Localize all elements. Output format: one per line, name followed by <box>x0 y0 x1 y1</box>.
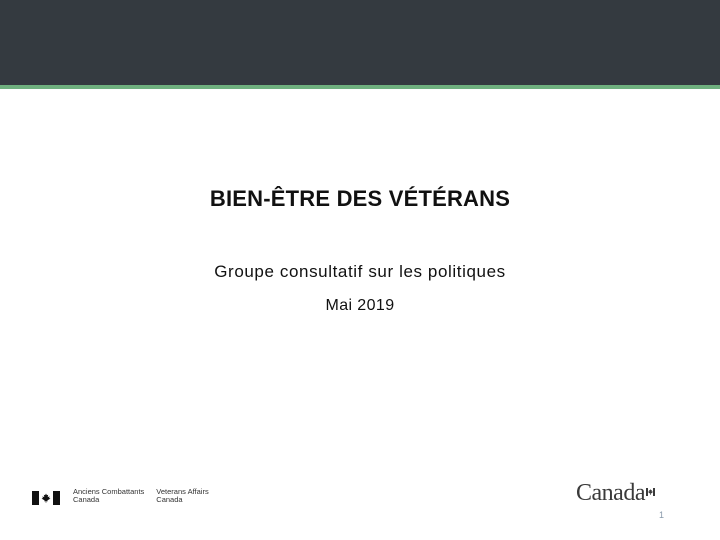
slide-title: BIEN-ÊTRE DES VÉTÉRANS <box>209 186 511 211</box>
canada-wordmark: Canada <box>576 478 654 508</box>
government-signature <box>32 488 209 508</box>
header-bar <box>0 0 720 85</box>
header-accent-stripe <box>0 85 720 89</box>
slide-subtitle: Groupe consultatif sur les politiques <box>214 262 506 281</box>
department-name-fr: Anciens Combattants Canada <box>73 487 145 504</box>
wordmark-flag-icon <box>646 483 654 491</box>
canadian-flag-icon <box>32 491 60 505</box>
slide-date: Mai 2019 <box>325 297 395 314</box>
page-number: 1 <box>658 510 664 520</box>
department-name-en: Veterans Affairs Canada <box>156 487 209 504</box>
